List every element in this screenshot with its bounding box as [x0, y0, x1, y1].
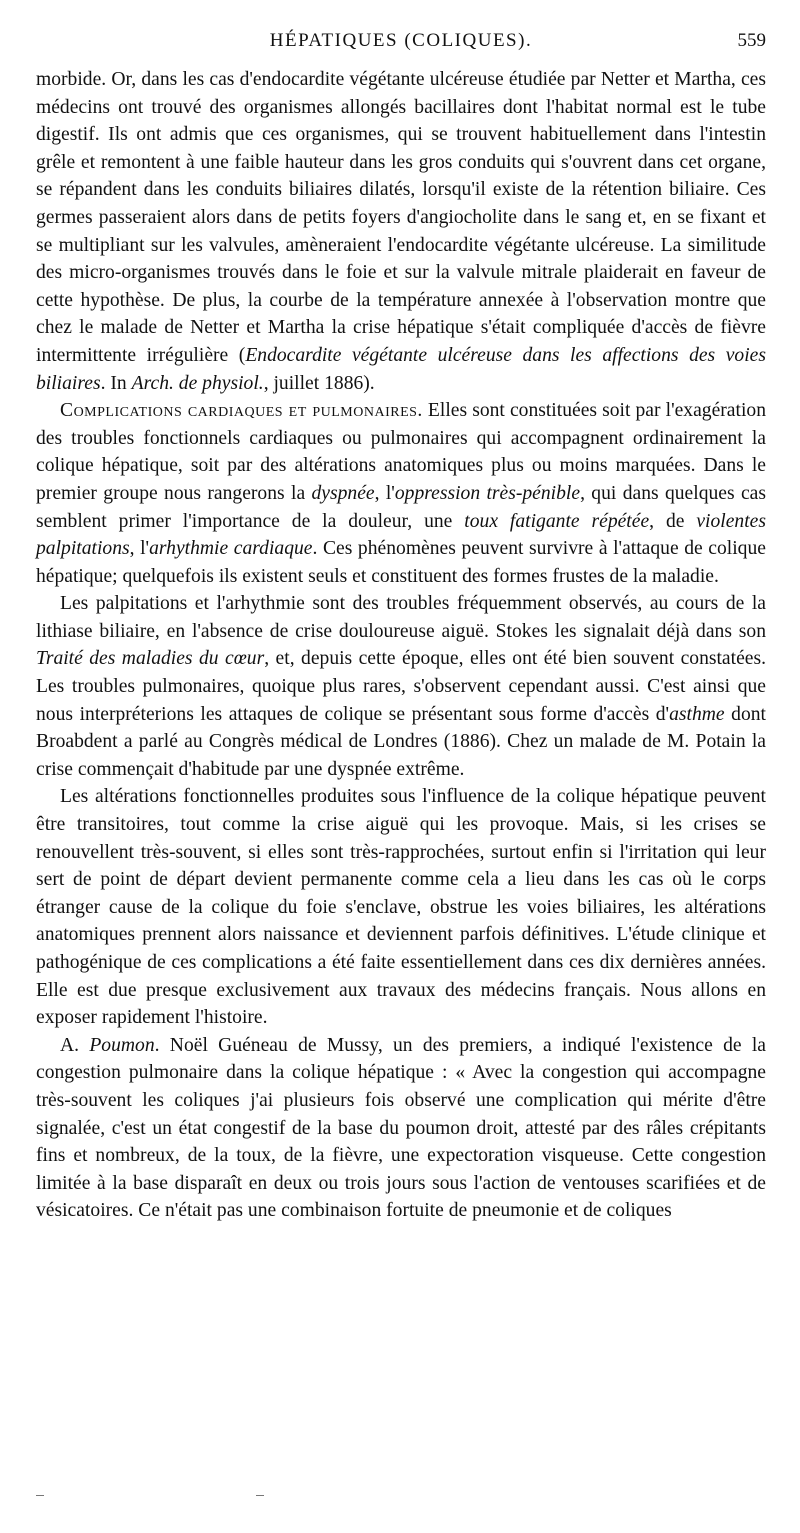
paragraph-palpitations — [36, 590, 766, 783]
section-heading: Complications cardiaques et pulmonaires. — [60, 400, 423, 422]
paragraph-text: . Ces phénomènes peuvent survivre à l'attaque de colique hépatique; quelquefois ils existent seuls et constituent des formes frustes de la maladie. — [36, 538, 766, 587]
paragraph-text: dont Broabdent a parlé au Congrès médical de Londres (1886). Chez un malade de M. Potain la crise commençait d'habitude par une dyspnée extrême. — [36, 703, 767, 780]
emphasis-toux: toux fatigante répétée — [464, 510, 650, 532]
paragraph-endocardite — [36, 66, 766, 397]
paragraph-complications — [36, 397, 766, 590]
paragraph-text: , qui dans quelques cas semblent primer l'importance de la douleur, une — [36, 482, 766, 532]
print-mark — [36, 1495, 44, 1496]
emphasis-oppression: oppression très-pénible — [394, 482, 581, 504]
paragraph-text: , de — [649, 510, 697, 532]
page-number: 559 — [737, 30, 766, 51]
emphasis-palpitations: violentes palpitations — [36, 510, 766, 560]
paragraph-text: Les palpitations et l'arhythmie sont des troubles fréquemment observés, au cours de la lithiase biliaire, en l'absence de crise douloureuse aiguë. Stokes les signalait déjà dans son — [36, 593, 766, 642]
reference-in: . In — [100, 372, 132, 394]
reference-journal: Arch. de physiol. — [131, 372, 264, 394]
emphasis-asthme: asthme — [669, 703, 725, 725]
emphasis-arhythmie: arhythmie cardiaque — [149, 538, 313, 560]
print-mark — [256, 1495, 264, 1496]
running-head-title: HÉPATIQUES (COLIQUES). — [269, 30, 533, 51]
reference-title: Endocardite végétante ulcéreuse dans les affections des voies biliaires — [36, 344, 766, 394]
running-header — [36, 30, 766, 60]
paragraph-text: morbide. Or, dans les cas d'endocardite végétante ulcéreuse étudiée par Netter et Martha, ces médecins ont trouvé des organismes allongés bacillaires dont l'habitat normal est le tube digestif. Ils ont admis que ces organismes, qui se trouvent habituellement dans l'intestin grêle et remontent à une faible hauteur dans les gros conduits qui s'ouvrent dans cet organe, se répandent dans les conduits biliaires dilatés, lorsqu'il existe de la rétention biliaire. Ces germes passeraient alors dans de petits foyers d'angiocholite dans le sang et, en se fixant et se multipliant sur les valvules, amèneraient l'endocardite végétante ulcéreuse. La similitude des micro-organismes trouvés dans le foie et sur la valvule mitrale plaiderait en faveur de cette hypothèse. De plus, la courbe de la température annexée à l'observation montre que chez le malade de Netter et Martha la crise hépatique s'était compliquée d'accès de fièvre intermittente irrégulière ( — [36, 69, 766, 366]
subsection-title: Poumon — [89, 1034, 155, 1056]
paragraph-text: , et, depuis cette époque, elles ont été bien souvent constatées. Les troubles pulmonaires, quoique plus rares, s'observent cependant aussi. C'est ainsi que nous interpréterions les attaques de colique se présentant sous forme d'accès d' — [36, 648, 766, 725]
paragraph-poumon — [36, 1032, 766, 1225]
paragraph-text: , l' — [374, 482, 395, 504]
paragraph-text: Elles sont constituées soit par l'exagération des troubles fonctionnels cardiaques ou pulmonaires qui accompagnent ordinairement la colique hépatique, soit par des altérations anatomiques plus ou moins marquées. Dans le premier groupe nous rangerons la — [36, 400, 766, 504]
reference-date: , juillet 1886). — [263, 372, 375, 394]
footer-print-marks — [36, 1490, 336, 1500]
body-text — [36, 66, 766, 1225]
paragraph-alterations — [36, 783, 766, 1031]
emphasis-traite: Traité des maladies du cœur — [36, 648, 265, 670]
emphasis-dyspnee: dyspnée — [311, 482, 375, 504]
paragraph-text: Les altérations fonctionnelles produites sous l'influence de la colique hépatique peuvent être transitoires, tout comme la crise aiguë qui les provoque. Mais, si les crises se renouvellent très-souvent, si elles sont très-rapprochées, surtout enfin si l'irritation qui leur sert de point de départ devient permanente comme cela a lieu dans les cas où le corps étranger cause de la colique du foie s'enclave, obstrue les voies biliaires, les altérations anatomiques prennent alors naissance et deviennent parfois définitives. L'étude clinique et pathogénique de ces complications a été faite essentiellement dans ces dix dernières années. Elle est due presque exclusivement aux travaux des médecins français. Nous allons en exposer rapidement l'histoire. — [36, 786, 766, 1029]
paragraph-text: . Noël Guéneau de Mussy, un des premiers, a indiqué l'existence de la congestion pulmonaire dans la colique hépatique : « Avec la congestion qui accompagne très-souvent les coliques j'ai plusieurs fois observé une complication qui mérite d'être signalée, c'est un état congestif de la base du poumon droit, attesté par des râles crépitants fins et nombreux, de la toux, de la fièvre, une expectoration visqueuse. Cette congestion limitée à la base disparaît en deux ou trois jours sous l'action de ventouses scarifiées et de vésicatoires. Ce n'était pas une combinaison fortuite de pneumonie et de coliques — [36, 1034, 766, 1222]
paragraph-text: , l' — [129, 538, 150, 560]
subsection-label: A. — [60, 1034, 90, 1056]
